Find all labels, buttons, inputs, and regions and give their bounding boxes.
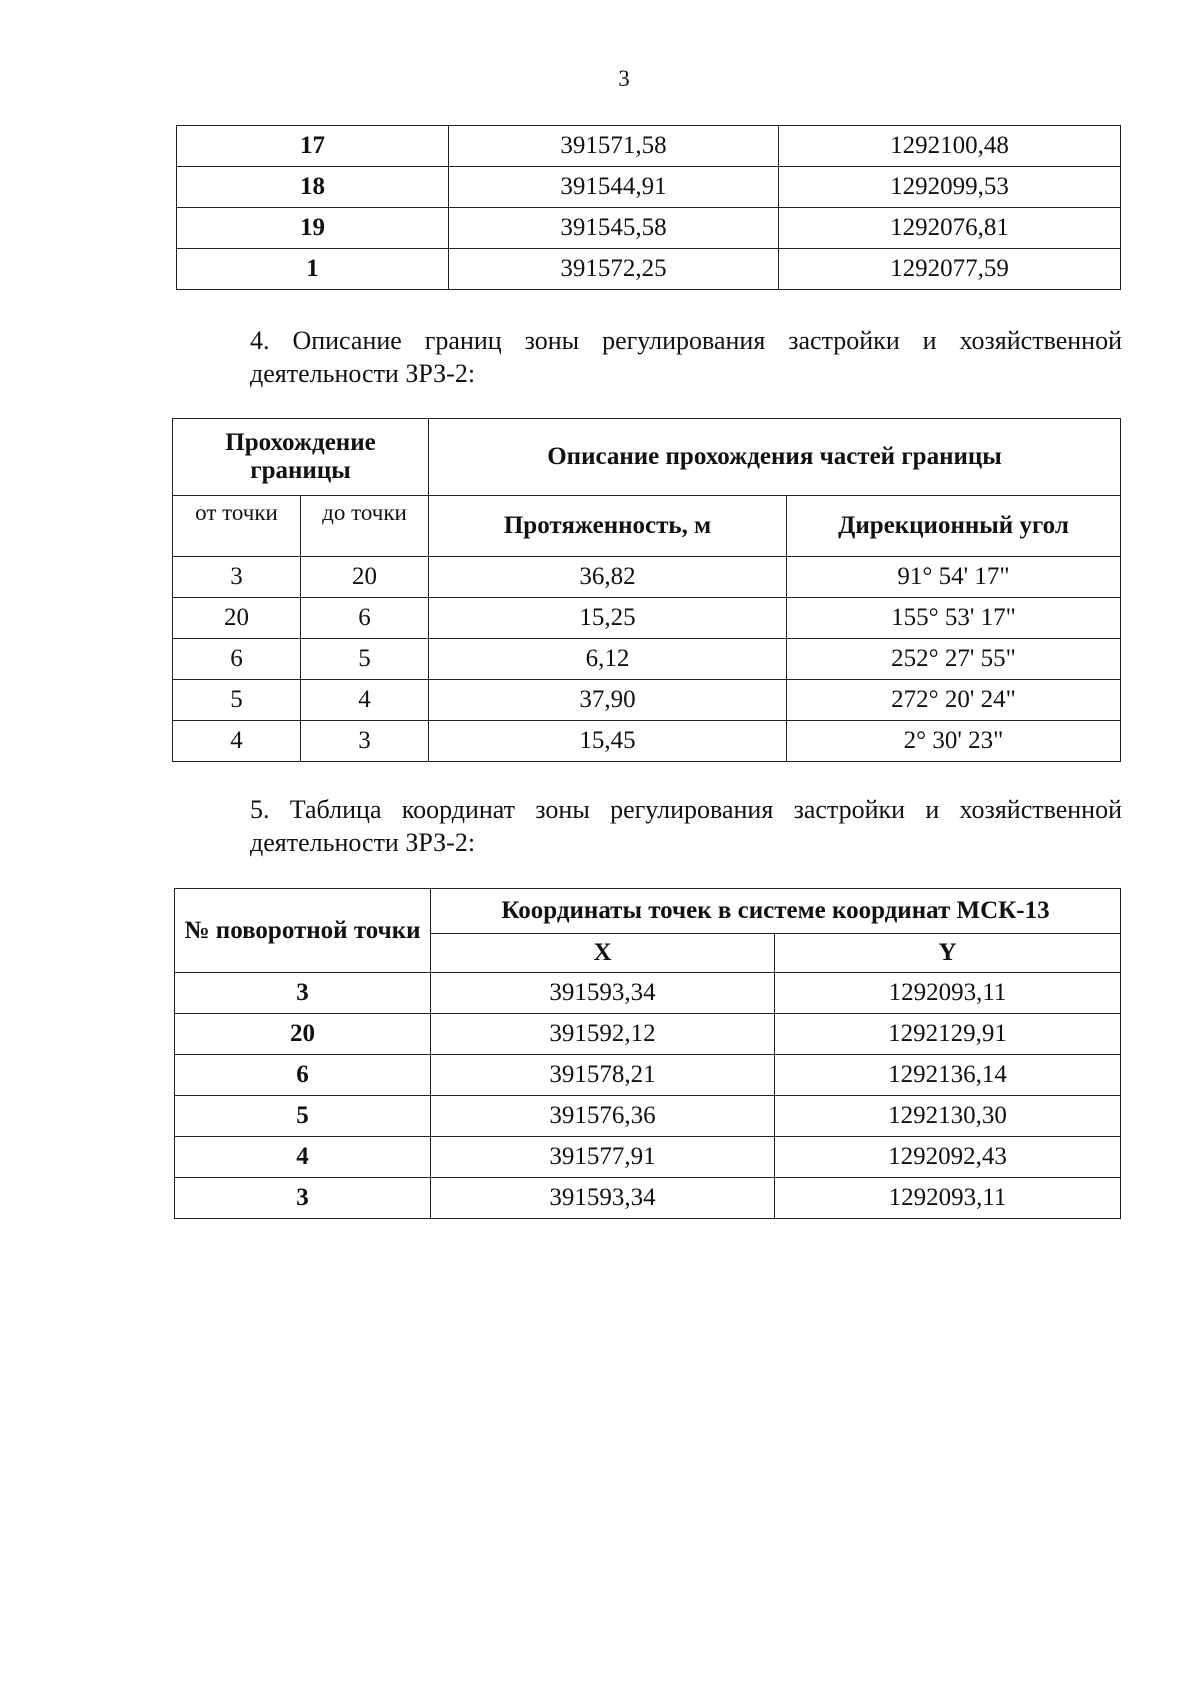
from-point-cell: 4 (173, 721, 301, 762)
from-point-cell: 3 (173, 557, 301, 598)
from-point-header: от точки (173, 496, 301, 557)
table-row (175, 1096, 1121, 1137)
to-point-cell: 5 (301, 639, 429, 680)
y-coordinate-cell: 1292092,43 (775, 1137, 1121, 1178)
x-coordinate-cell: 391576,36 (431, 1096, 775, 1137)
page-number: 3 (618, 66, 630, 91)
x-coordinate-cell: 391571,58 (449, 126, 779, 167)
y-coordinate-cell: 1292093,11 (775, 1178, 1121, 1219)
table-row (177, 249, 1121, 290)
boundary-description-table (172, 418, 1121, 762)
table-row (173, 598, 1121, 639)
table-row (177, 167, 1121, 208)
x-coordinate-cell: 391592,12 (431, 1014, 775, 1055)
point-number-header: № поворотной точки (175, 889, 431, 973)
x-coordinate-cell: 391544,91 (449, 167, 779, 208)
point-number-cell: 5 (175, 1096, 431, 1137)
table-header-row (173, 496, 1121, 557)
section-5-heading-text: 5. Таблица координат зоны регулирования застройки и хозяйственной деятельности ЗРЗ-2: (250, 795, 1122, 857)
x-coordinate-cell: 391593,34 (431, 1178, 775, 1219)
y-coordinate-cell: 1292130,30 (775, 1096, 1121, 1137)
table-row (175, 973, 1121, 1014)
point-number-cell: 6 (175, 1055, 431, 1096)
angle-cell: 252° 27' 55" (787, 639, 1121, 680)
length-cell: 6,12 (429, 639, 787, 680)
x-coordinate-cell: 391572,25 (449, 249, 779, 290)
point-number-cell: 18 (177, 167, 449, 208)
y-coordinate-cell: 1292077,59 (779, 249, 1121, 290)
point-number-cell: 19 (177, 208, 449, 249)
table-header-row (175, 889, 1121, 934)
boundary-passage-header: Прохождение границы (173, 419, 429, 496)
point-number-cell: 3 (175, 973, 431, 1014)
table-row (177, 126, 1121, 167)
from-point-cell: 5 (173, 680, 301, 721)
point-number-cell: 3 (175, 1178, 431, 1219)
y-coordinate-cell: 1292076,81 (779, 208, 1121, 249)
table-row (175, 1178, 1121, 1219)
y-coordinate-cell: 1292093,11 (775, 973, 1121, 1014)
to-point-cell: 20 (301, 557, 429, 598)
coordinate-system-header: Координаты точек в системе координат МСК-13 (431, 889, 1121, 934)
table-row (173, 680, 1121, 721)
section-4-heading-text: 4. Описание границ зоны регулирования застройки и хозяйственной деятельности ЗРЗ-2: (250, 326, 1122, 388)
length-cell: 37,90 (429, 680, 787, 721)
table-header-row (173, 419, 1121, 496)
to-point-cell: 4 (301, 680, 429, 721)
length-cell: 36,82 (429, 557, 787, 598)
y-coordinate-cell: 1292099,53 (779, 167, 1121, 208)
point-number-cell: 1 (177, 249, 449, 290)
to-point-header: до точки (301, 496, 429, 557)
from-point-cell: 20 (173, 598, 301, 639)
table-row (175, 1137, 1121, 1178)
length-cell: 15,25 (429, 598, 787, 639)
table-row (175, 1055, 1121, 1096)
angle-cell: 272° 20' 24" (787, 680, 1121, 721)
section-5-heading (174, 793, 1122, 859)
length-cell: 15,45 (429, 721, 787, 762)
table-row (175, 1014, 1121, 1055)
table-row (173, 557, 1121, 598)
angle-header: Дирекционный угол (787, 496, 1121, 557)
x-coordinate-cell: 391578,21 (431, 1055, 775, 1096)
to-point-cell: 6 (301, 598, 429, 639)
point-number-cell: 4 (175, 1137, 431, 1178)
point-number-cell: 20 (175, 1014, 431, 1055)
boundary-description-header: Описание прохождения частей границы (429, 419, 1121, 496)
point-number-cell: 17 (177, 126, 449, 167)
length-header: Протяженность, м (429, 496, 787, 557)
x-coordinate-cell: 391593,34 (431, 973, 775, 1014)
from-point-cell: 6 (173, 639, 301, 680)
y-coordinate-cell: 1292129,91 (775, 1014, 1121, 1055)
angle-cell: 91° 54' 17" (787, 557, 1121, 598)
zone-coordinates-table (174, 888, 1121, 1219)
continuation-coordinates-table (176, 125, 1121, 290)
y-header: Y (775, 934, 1121, 973)
table-row (173, 721, 1121, 762)
angle-cell: 155° 53' 17" (787, 598, 1121, 639)
to-point-cell: 3 (301, 721, 429, 762)
section-4-heading (174, 324, 1122, 390)
x-coordinate-cell: 391577,91 (431, 1137, 775, 1178)
angle-cell: 2° 30' 23" (787, 721, 1121, 762)
table-row (173, 639, 1121, 680)
x-header: X (431, 934, 775, 973)
table-row (177, 208, 1121, 249)
x-coordinate-cell: 391545,58 (449, 208, 779, 249)
y-coordinate-cell: 1292136,14 (775, 1055, 1121, 1096)
y-coordinate-cell: 1292100,48 (779, 126, 1121, 167)
